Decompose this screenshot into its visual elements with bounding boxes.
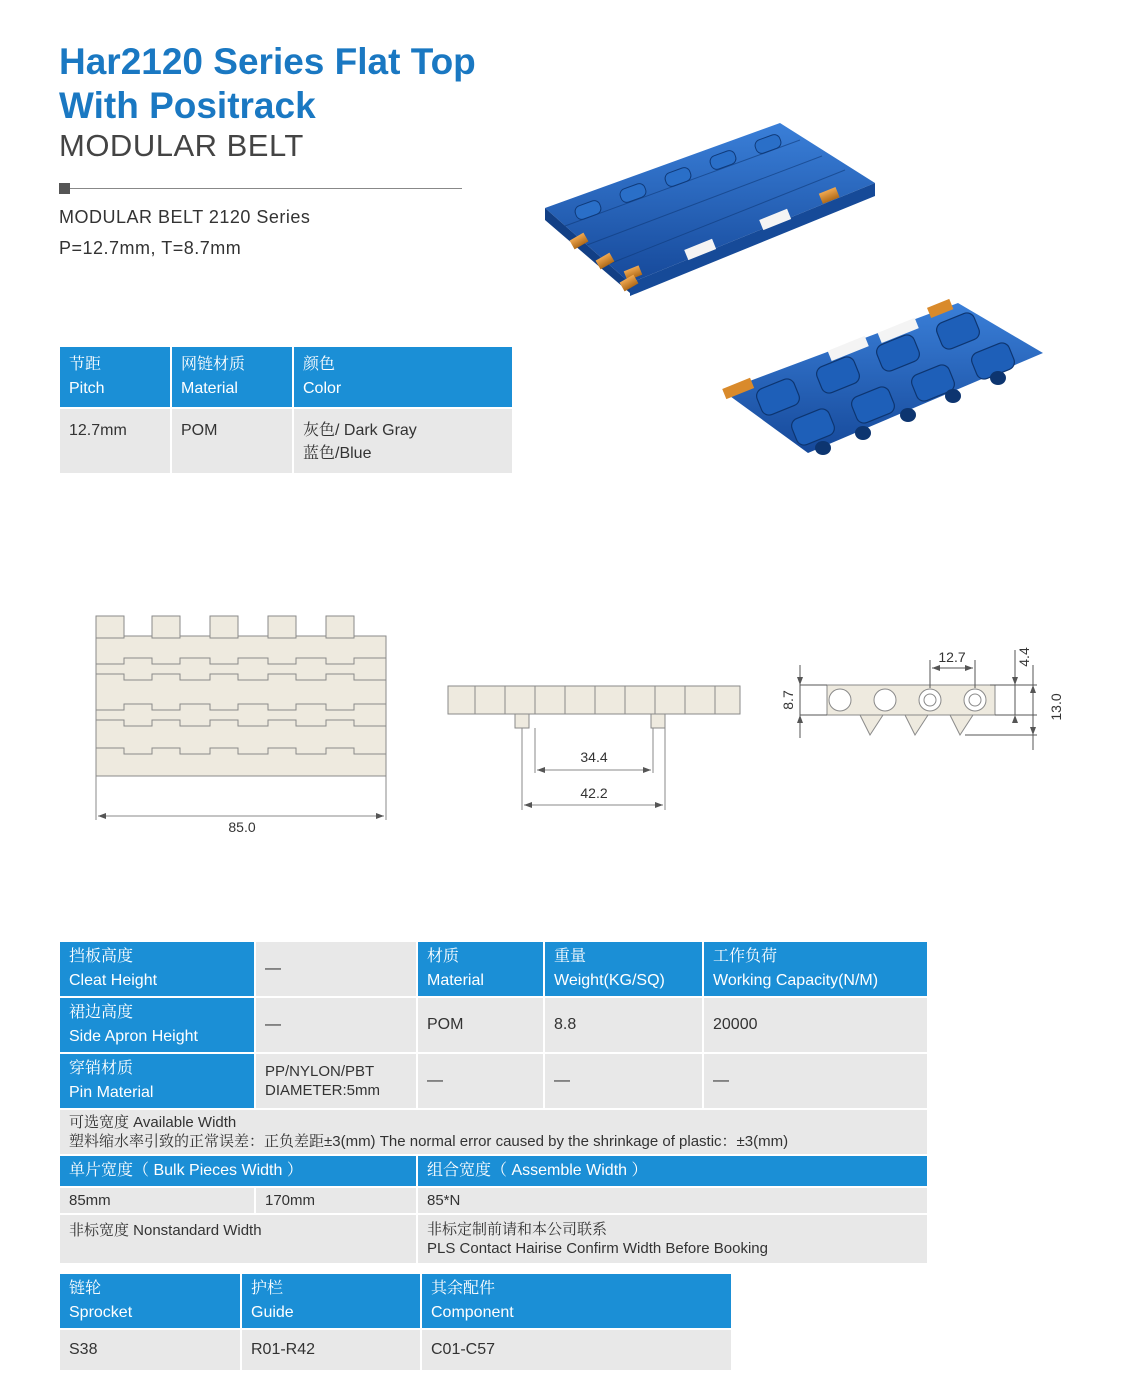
color-header-en: Color <box>303 380 342 397</box>
available-width-title: 可选宽度 Available Width <box>69 1114 237 1131</box>
material-value: POM <box>418 998 543 1052</box>
capacity-en: Working Capacity(N/M) <box>713 972 879 989</box>
dim-inner: 34.4 <box>580 749 608 765</box>
sprocket-header <box>60 1274 240 1328</box>
assemble-width-header: 组合宽度（ Assemble Width ） <box>418 1156 927 1186</box>
belt-render-underside-image <box>718 283 1048 478</box>
top-view-drawing <box>90 608 395 840</box>
cleat-height-header <box>60 942 254 996</box>
component-header <box>422 1274 731 1328</box>
material-en: Material <box>427 972 484 989</box>
pin-material-header <box>60 1054 254 1108</box>
guide-cn: 护栏 <box>251 1280 284 1297</box>
pin-material-value-2: DIAMETER:5mm <box>265 1082 381 1099</box>
rule-marker <box>59 183 70 194</box>
page-title <box>59 40 476 128</box>
material-header-en: Material <box>181 380 238 397</box>
material-header <box>418 942 543 996</box>
nonstandard-width-label: 非标宽度 Nonstandard Width <box>60 1215 416 1263</box>
assemble-width-value: 85*N <box>418 1188 927 1213</box>
profile-drawing <box>775 640 1075 760</box>
title-line-2: With Positrack <box>59 85 316 126</box>
component-value: C01-C57 <box>422 1330 731 1370</box>
guide-en: Guide <box>251 1304 294 1321</box>
belt-render-top-image <box>535 118 880 308</box>
bulk-width-85: 85mm <box>60 1188 254 1213</box>
dim-width-total: 85.0 <box>228 819 256 835</box>
color-value-2: 蓝色/Blue <box>303 445 372 462</box>
color-value-1: 灰色/ Dark Gray <box>303 422 417 439</box>
pitch-thickness-label: P=12.7mm, T=8.7mm <box>59 238 242 258</box>
title-line-1: Har2120 Series Flat Top <box>59 41 476 82</box>
sprocket-value: S38 <box>60 1330 240 1370</box>
material-value: POM <box>172 409 292 473</box>
material-cn: 材质 <box>427 948 460 965</box>
side-apron-cn: 裙边高度 <box>69 1004 134 1021</box>
color-value <box>294 409 512 473</box>
side-view-drawing <box>445 678 745 813</box>
pitch-header-cn: 节距 <box>69 356 102 373</box>
available-width-note <box>60 1110 927 1154</box>
cleat-height-en: Cleat Height <box>69 972 158 989</box>
detail-table <box>58 940 929 1265</box>
pin-material-value <box>256 1054 416 1108</box>
cleat-height-cn: 挡板高度 <box>69 948 134 965</box>
pin-material-mat: — <box>418 1054 543 1108</box>
capacity-header <box>704 942 927 996</box>
dim-overall: 13.0 <box>1048 693 1064 721</box>
page-subtitle: MODULAR BELT <box>59 128 304 163</box>
dim-outer: 42.2 <box>580 785 608 801</box>
side-apron-value: — <box>256 998 416 1052</box>
color-header-cn: 颜色 <box>303 356 336 373</box>
guide-value: R01-R42 <box>242 1330 420 1370</box>
weight-value: 8.8 <box>545 998 702 1052</box>
sprocket-en: Sprocket <box>69 1304 133 1321</box>
side-apron-en: Side Apron Height <box>69 1028 198 1045</box>
color-header <box>294 347 512 407</box>
weight-cn: 重量 <box>554 948 587 965</box>
side-apron-header <box>60 998 254 1052</box>
series-label: MODULAR BELT 2120 Series <box>59 207 311 227</box>
spec-table <box>58 345 514 475</box>
dim-pitch: 12.7 <box>938 649 966 665</box>
pin-material-value-1: PP/NYLON/PBT <box>265 1063 375 1080</box>
dim-height: 8.7 <box>780 690 796 710</box>
dim-gap: 4.4 <box>1016 647 1032 667</box>
pitch-header-en: Pitch <box>69 380 105 397</box>
tolerance-note: 塑料缩水率引致的正常误差：正负差距±3(mm) The normal error caused by the shrinkage of plastic：±3(mm) <box>69 1133 789 1150</box>
material-header <box>172 347 292 407</box>
bulk-width-header: 单片宽度（ Bulk Pieces Width ） <box>60 1156 416 1186</box>
component-cn: 其余配件 <box>431 1280 496 1297</box>
material-header-cn: 网链材质 <box>181 356 246 373</box>
nonstandard-width-note <box>418 1215 927 1263</box>
pitch-value: 12.7mm <box>60 409 170 473</box>
sprocket-cn: 链轮 <box>69 1280 102 1297</box>
nonstandard-note-en: PLS Contact Hairise Confirm Width Before Booking <box>427 1240 768 1257</box>
pin-material-en: Pin Material <box>69 1084 154 1101</box>
pin-material-cn: 穿销材质 <box>69 1060 134 1077</box>
weight-header <box>545 942 702 996</box>
divider <box>70 188 462 189</box>
pitch-header <box>60 347 170 407</box>
capacity-value: 20000 <box>704 998 927 1052</box>
component-en: Component <box>431 1304 514 1321</box>
capacity-cn: 工作负荷 <box>713 948 778 965</box>
weight-en: Weight(KG/SQ) <box>554 972 665 989</box>
pin-material-weight: — <box>545 1054 702 1108</box>
pin-material-capacity: — <box>704 1054 927 1108</box>
bulk-width-170: 170mm <box>256 1188 416 1213</box>
guide-header <box>242 1274 420 1328</box>
nonstandard-note-cn: 非标定制前请和本公司联系 <box>427 1221 608 1238</box>
accessory-table <box>58 1272 733 1372</box>
cleat-height-value: — <box>256 942 416 996</box>
